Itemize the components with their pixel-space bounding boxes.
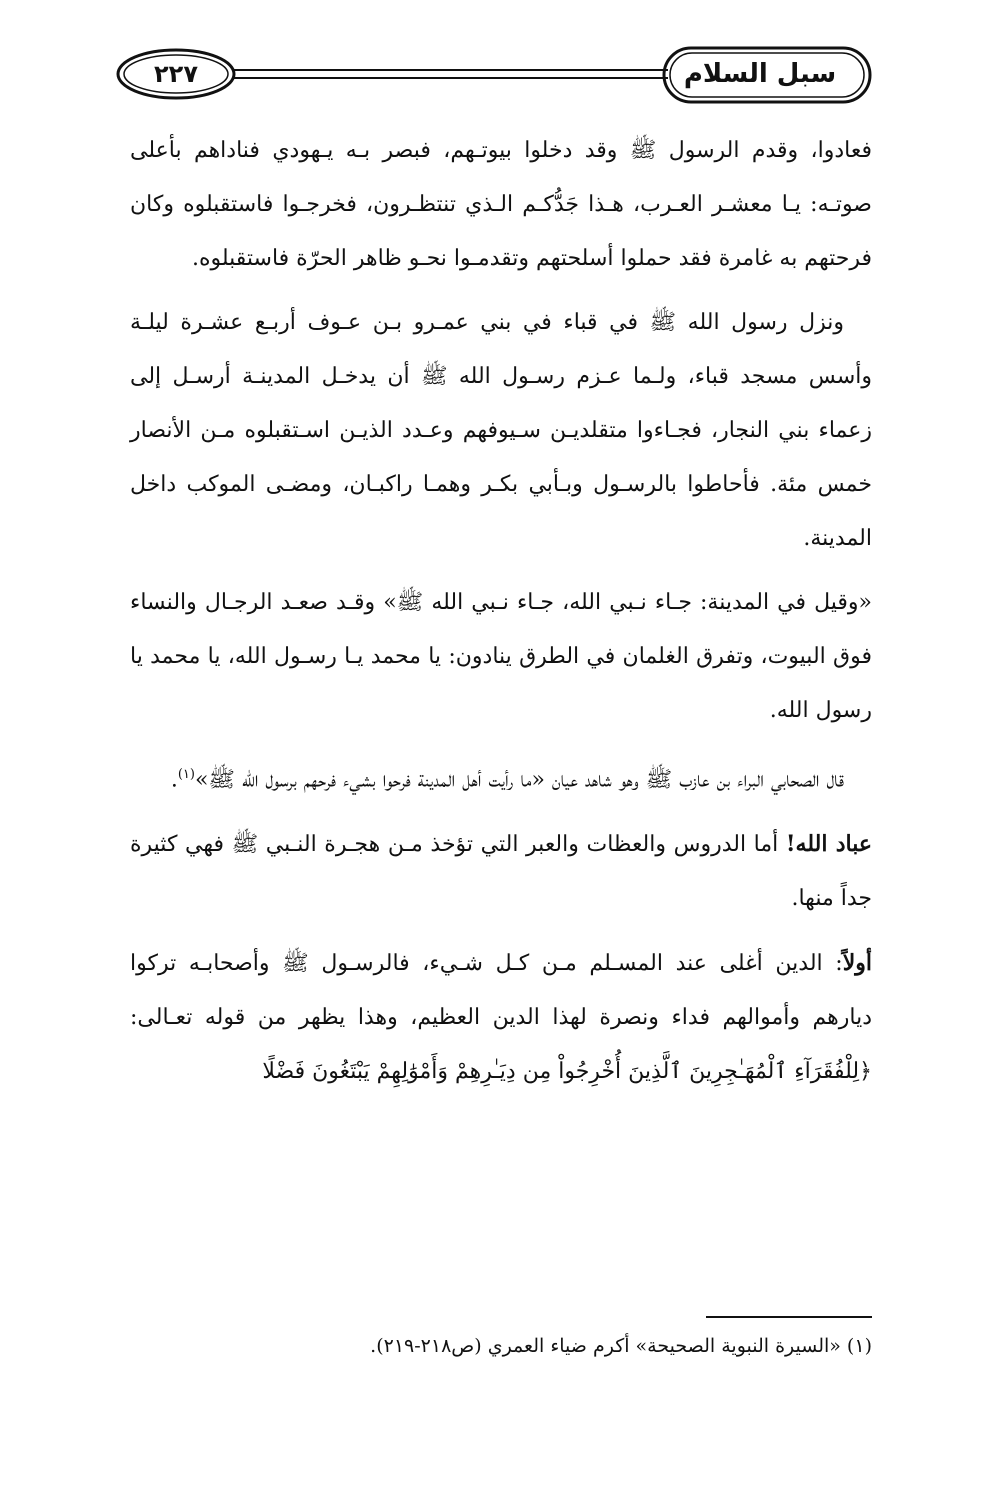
page-body: [130, 124, 872, 1109]
first-lesson-lead: أولاً: [842, 950, 872, 977]
paragraph-bara-quote: [130, 748, 872, 807]
page-number: ٢٢٧: [154, 60, 198, 88]
footnote-divider: [706, 1316, 872, 1318]
lessons-intro-text: أما الدروس والعظات والعبر التي تؤخذ مـن هجـرة النـبي ﷺ فهي كثيرة جداً منها.: [130, 832, 872, 912]
servants-of-allah-lead: عباد الله!: [785, 831, 872, 858]
paragraph-quba: ونزل رسول الله ﷺ في قباء في بني عمـرو بـن عـوف أربـع عشـرة ليلـة وأسس مسجد قباء، ولـما عـزم رسـول الله ﷺ أن يدخـل المدينـة أرسـل إلى زعماء بني النجار، فجـاءوا متقلديـن سـيوفهم وعـدد الذيـن اسـتقبلوه مـن الأنصار خمس مئة. فأحاطوا بالرسـول وبـأبي بكـر وهمـا راكبـان، ومضـى الموكب داخل المدينة.: [130, 310, 872, 551]
book-title: سبل السلام: [683, 59, 837, 89]
paragraph-first-lesson: [130, 936, 872, 1099]
first-lesson-text: : الدين أغلى عند المسـلم مـن كـل شـيء، فالرسـول ﷺ وأصحابـه تركوا ديارهم وأموالهم فداء ونصرة لهذا الدين العظيم، وهذا يظهر من قوله تعـالى: ﴿لِلْفُقَرَآءِ ٱلْمُهَـٰجِرِينَ ٱلَّذِينَ أُخْرِجُواْ مِن دِيَـٰرِهِمْ وَأَمْوَٰلِهِمْ يَبْتَغُونَ فَضْلًا: [130, 951, 872, 1085]
paragraph-return: فعادوا، وقدم الرسول ﷺ وقد دخلوا بيوتـهم، فبصر بـه يـهودي فناداهم بأعلى صوتـه: يـا معشـر العـرب، هـذا جَدُّكـم الـذي تنتظـرون، فخرجـوا فاستقبلوه وكان فرحتهم به غامرة فقد حملوا أسلحتهم وتقدمـوا نحـو ظاهر الحرّة فاستقبلوه.: [130, 138, 872, 271]
bara-quote-end: .: [170, 767, 178, 793]
paragraph-lessons-intro: [130, 817, 872, 926]
footnote-1: (١) «السيرة النبوية الصحيحة» أكرم ضياء العمري (ص٢١٨-٢١٩).: [370, 1335, 872, 1357]
footnote-ref-1: (١): [177, 767, 195, 782]
paragraph-madinah-call: «وقيل في المدينة: جـاء نـبي الله، جـاء نـبي الله ﷺ» وقـد صعـد الرجـال والنساء فوق البيوت، وتفرق الغلمان في الطرق ينادون: يا محمد يـا رسـول الله، يا محمد يا رسول الله.: [130, 590, 872, 723]
page-header: [100, 40, 880, 110]
bara-quote-text: قال الصحابي البراء بن عازب ﷺ وهو شاهد عيان «ما رأيت أهل المدينة فرحوا بشيء فرحهم برسول الله ﷺ»: [194, 767, 844, 793]
